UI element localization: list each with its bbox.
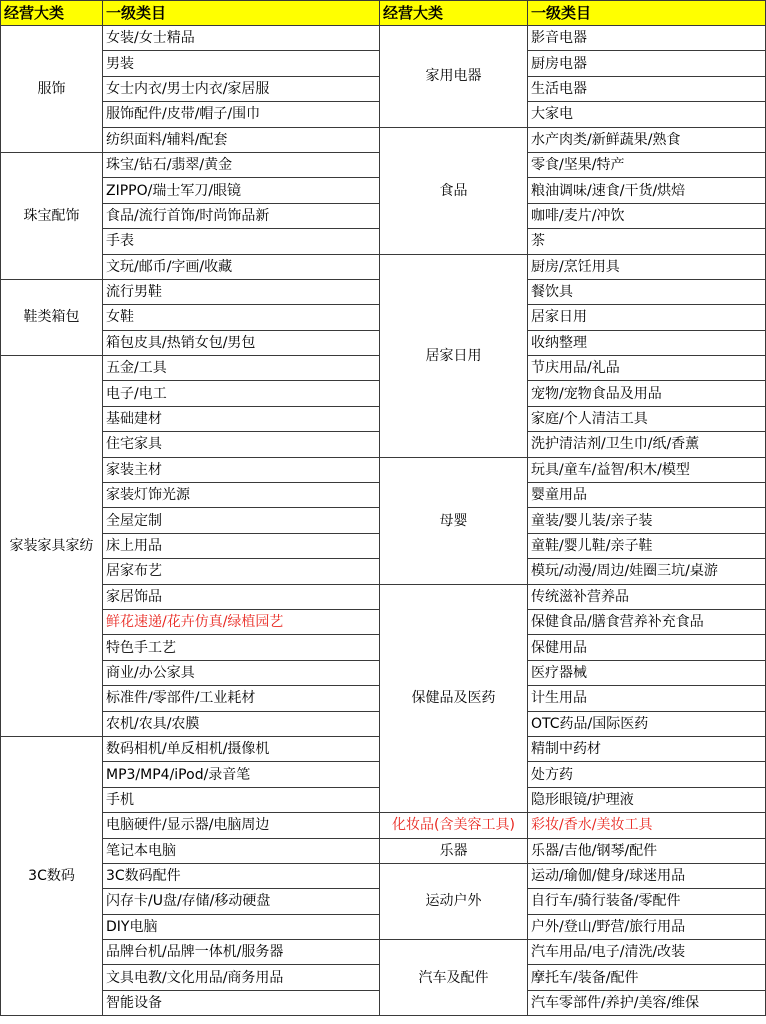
table-body: [1, 26, 766, 1016]
right-primary-category: 粮油调味/速食/干货/烘焙: [528, 178, 766, 203]
left-primary-category: 电脑硬件/显示器/电脑周边: [103, 813, 380, 838]
left-primary-category: 女士内衣/男士内衣/家居服: [103, 76, 380, 101]
left-primary-category: 闪存卡/U盘/存储/移动硬盘: [103, 889, 380, 914]
right-primary-category: 茶: [528, 229, 766, 254]
right-primary-category: 精制中药材: [528, 736, 766, 761]
right-primary-category: 收纳整理: [528, 330, 766, 355]
right-primary-category: 彩妆/香水/美妆工具: [528, 813, 766, 838]
table-row: [1, 863, 766, 888]
left-primary-category: 电子/电工: [103, 381, 380, 406]
left-major-category: 家装家具家纺: [1, 356, 103, 737]
left-primary-category: 标准件/零部件/工业耗材: [103, 686, 380, 711]
left-primary-category: ZIPPO/瑞士军刀/眼镜: [103, 178, 380, 203]
right-primary-category: 隐形眼镜/护理液: [528, 787, 766, 812]
left-primary-category: 家装灯饰光源: [103, 483, 380, 508]
right-primary-category: 处方药: [528, 762, 766, 787]
left-primary-category: 文玩/邮币/字画/收藏: [103, 254, 380, 279]
right-primary-category: 运动/瑜伽/健身/球迷用品: [528, 863, 766, 888]
left-primary-category: 家装主材: [103, 457, 380, 482]
right-major-category: 运动户外: [380, 863, 528, 939]
table-row: [1, 940, 766, 965]
left-primary-category: 食品/流行首饰/时尚饰品新: [103, 203, 380, 228]
left-primary-category: DIY电脑: [103, 914, 380, 939]
right-primary-category: 户外/登山/野营/旅行用品: [528, 914, 766, 939]
right-primary-category: 玩具/童车/益智/积木/模型: [528, 457, 766, 482]
left-primary-category: 家居饰品: [103, 584, 380, 609]
right-primary-category: 保健食品/膳食营养补充食品: [528, 609, 766, 634]
left-primary-category: 鲜花速递/花卉仿真/绿植园艺: [103, 609, 380, 634]
right-major-category: 食品: [380, 127, 528, 254]
left-primary-category: 珠宝/钻石/翡翠/黄金: [103, 152, 380, 177]
left-primary-category: 居家布艺: [103, 559, 380, 584]
left-primary-category: 商业/办公家具: [103, 660, 380, 685]
left-primary-category: 农机/农具/农膜: [103, 711, 380, 736]
right-primary-category: 童鞋/婴儿鞋/亲子鞋: [528, 533, 766, 558]
right-major-category: 汽车及配件: [380, 940, 528, 1016]
right-primary-category: 保健用品: [528, 635, 766, 660]
right-primary-category: 洗护清洁剂/卫生巾/纸/香薰: [528, 432, 766, 457]
right-major-category: 家用电器: [380, 26, 528, 128]
left-primary-category: 全屋定制: [103, 508, 380, 533]
right-major-category: 乐器: [380, 838, 528, 863]
left-primary-category: 品牌台机/品牌一体机/服务器: [103, 940, 380, 965]
right-primary-category: 厨房电器: [528, 51, 766, 76]
header-right-primary: 一级类目: [528, 1, 766, 26]
right-primary-category: 节庆用品/礼品: [528, 356, 766, 381]
left-primary-category: 特色手工艺: [103, 635, 380, 660]
right-primary-category: 影音电器: [528, 26, 766, 51]
left-major-category: 3C数码: [1, 736, 103, 1015]
left-major-category: 服饰: [1, 26, 103, 153]
left-primary-category: 手表: [103, 229, 380, 254]
right-major-category: 母婴: [380, 457, 528, 584]
right-primary-category: 生活电器: [528, 76, 766, 101]
right-primary-category: 自行车/骑行装备/零配件: [528, 889, 766, 914]
right-primary-category: 水产肉类/新鲜蔬果/熟食: [528, 127, 766, 152]
left-major-category: 珠宝配饰: [1, 152, 103, 279]
header-right-major: 经营大类: [380, 1, 528, 26]
right-primary-category: OTC药品/国际医药: [528, 711, 766, 736]
right-primary-category: 宠物/宠物食品及用品: [528, 381, 766, 406]
right-primary-category: 居家日用: [528, 305, 766, 330]
right-major-category: 化妆品(含美容工具): [380, 813, 528, 838]
left-primary-category: 箱包皮具/热销女包/男包: [103, 330, 380, 355]
left-primary-category: 女鞋: [103, 305, 380, 330]
header-left-major: 经营大类: [1, 1, 103, 26]
right-primary-category: 咖啡/麦片/冲饮: [528, 203, 766, 228]
header-row: [1, 1, 766, 26]
right-primary-category: 厨房/烹饪用具: [528, 254, 766, 279]
right-primary-category: 医疗器械: [528, 660, 766, 685]
left-primary-category: 文具电教/文化用品/商务用品: [103, 965, 380, 990]
right-primary-category: 零食/坚果/特产: [528, 152, 766, 177]
right-primary-category: 汽车零部件/养护/美容/维保: [528, 990, 766, 1015]
table-row: [1, 127, 766, 152]
right-primary-category: 大家电: [528, 102, 766, 127]
table-row: [1, 26, 766, 51]
left-primary-category: 智能设备: [103, 990, 380, 1015]
left-primary-category: 五金/工具: [103, 356, 380, 381]
left-primary-category: 男装: [103, 51, 380, 76]
right-primary-category: 模玩/动漫/周边/娃圈三坑/桌游: [528, 559, 766, 584]
table-row: [1, 838, 766, 863]
header-left-primary: 一级类目: [103, 1, 380, 26]
right-primary-category: 汽车用品/电子/清洗/改装: [528, 940, 766, 965]
right-primary-category: 餐饮具: [528, 279, 766, 304]
right-primary-category: 摩托车/装备/配件: [528, 965, 766, 990]
left-primary-category: 数码相机/单反相机/摄像机: [103, 736, 380, 761]
left-primary-category: 3C数码配件: [103, 863, 380, 888]
right-major-category: 保健品及医药: [380, 584, 528, 813]
table-row: [1, 813, 766, 838]
right-primary-category: 婴童用品: [528, 483, 766, 508]
left-primary-category: 手机: [103, 787, 380, 812]
right-major-category: 居家日用: [380, 254, 528, 457]
left-primary-category: 女装/女士精品: [103, 26, 380, 51]
right-primary-category: 计生用品: [528, 686, 766, 711]
left-primary-category: 流行男鞋: [103, 279, 380, 304]
table-row: [1, 457, 766, 482]
left-primary-category: 床上用品: [103, 533, 380, 558]
right-primary-category: 乐器/吉他/钢琴/配件: [528, 838, 766, 863]
left-primary-category: 基础建材: [103, 406, 380, 431]
right-primary-category: 家庭/个人清洁工具: [528, 406, 766, 431]
table-row: [1, 254, 766, 279]
left-primary-category: MP3/MP4/iPod/录音笔: [103, 762, 380, 787]
left-primary-category: 笔记本电脑: [103, 838, 380, 863]
left-primary-category: 纺织面料/辅料/配套: [103, 127, 380, 152]
left-major-category: 鞋类箱包: [1, 279, 103, 355]
right-primary-category: 童装/婴儿装/亲子装: [528, 508, 766, 533]
table-row: [1, 584, 766, 609]
left-primary-category: 住宅家具: [103, 432, 380, 457]
left-primary-category: 服饰配件/皮带/帽子/围巾: [103, 102, 380, 127]
right-primary-category: 传统滋补营养品: [528, 584, 766, 609]
